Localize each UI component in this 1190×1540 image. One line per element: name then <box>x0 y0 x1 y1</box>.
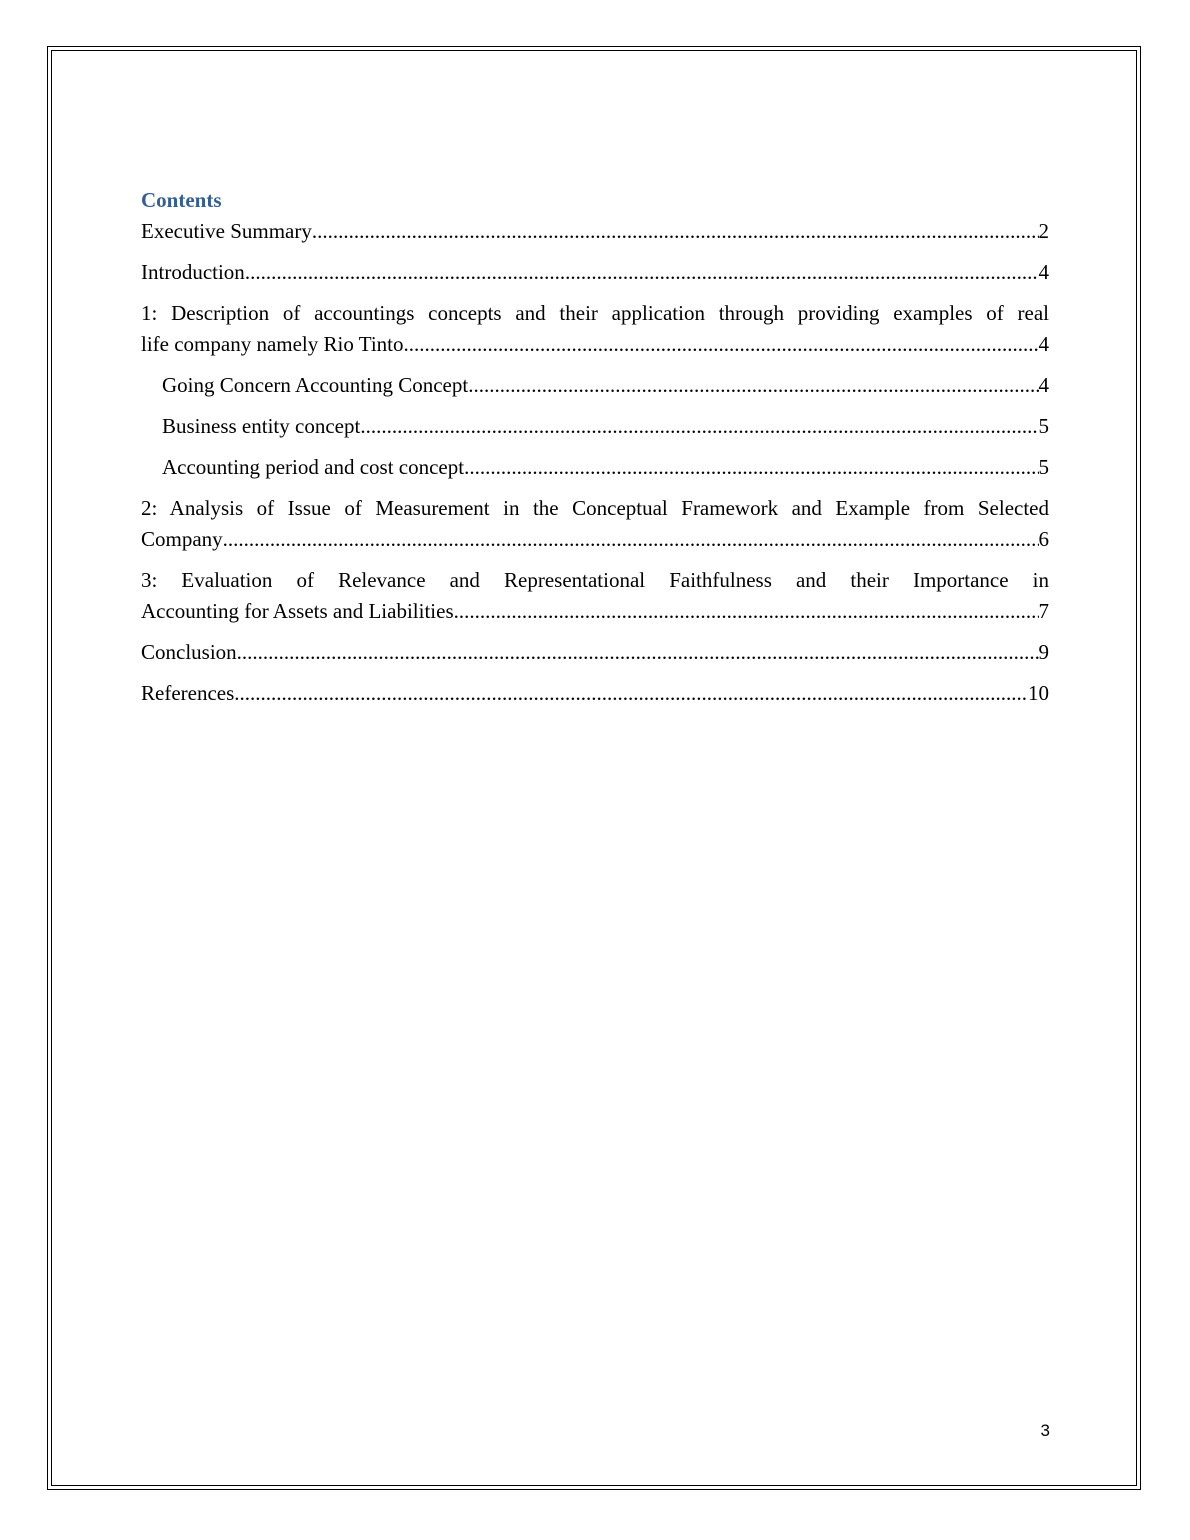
toc-entry-title: Accounting period and cost concept <box>162 455 465 479</box>
toc-entry-title: Introduction <box>141 260 245 284</box>
contents-heading: Contents <box>141 188 222 212</box>
toc-dot-leader <box>223 524 1039 555</box>
toc-dot-leader <box>464 452 1038 483</box>
toc-entry-section-3[interactable] <box>141 565 1049 627</box>
toc-entry-title-line: 3: Evaluation of Relevance and Representational Faithfulness and their Importance in <box>141 568 1049 592</box>
toc-page-number: 10 <box>1028 681 1049 705</box>
toc-dot-leader <box>237 637 1039 668</box>
toc-page-number: 4 <box>1038 373 1049 397</box>
toc-page-number: 7 <box>1038 599 1049 623</box>
toc-entry-executive-summary[interactable] <box>141 216 1049 247</box>
toc-dot-leader <box>360 411 1038 442</box>
toc-entry-section-2[interactable] <box>141 493 1049 555</box>
toc-entry-title: life company namely Rio Tinto <box>141 332 404 356</box>
toc-entry-title: Business entity concept <box>162 414 361 438</box>
toc-entry-title: Accounting for Assets and Liabilities <box>141 599 454 623</box>
toc-entry-going-concern[interactable] <box>141 370 1049 401</box>
toc-entry-title: References <box>141 681 235 705</box>
toc-entry-title: Conclusion <box>141 640 237 664</box>
toc-entry-title: Going Concern Accounting Concept <box>162 373 469 397</box>
toc-dot-leader <box>245 257 1039 288</box>
toc-entry-references[interactable] <box>141 678 1049 709</box>
toc-page-number: 4 <box>1038 332 1049 356</box>
toc-page-number: 2 <box>1038 219 1049 243</box>
table-of-contents <box>141 216 1049 719</box>
toc-entry-section-1[interactable] <box>141 298 1049 360</box>
toc-entry-title-line: 2: Analysis of Issue of Measurement in the Conceptual Framework and Example from Selected <box>141 496 1049 520</box>
toc-dot-leader <box>234 678 1028 709</box>
toc-entry-business-entity[interactable] <box>141 411 1049 442</box>
toc-page-number: 5 <box>1038 455 1049 479</box>
toc-entry-title: Company <box>141 527 223 551</box>
toc-entry-accounting-period[interactable] <box>141 452 1049 483</box>
toc-entry-conclusion[interactable] <box>141 637 1049 668</box>
toc-entry-introduction[interactable] <box>141 257 1049 288</box>
toc-entry-title: Executive Summary <box>141 219 312 243</box>
toc-dot-leader <box>312 216 1039 247</box>
toc-page-number: 5 <box>1038 414 1049 438</box>
toc-dot-leader <box>404 329 1039 360</box>
page-number: 3 <box>1040 1421 1050 1440</box>
toc-page-number: 4 <box>1038 260 1049 284</box>
toc-page-number: 9 <box>1038 640 1049 664</box>
toc-dot-leader <box>468 370 1038 401</box>
toc-dot-leader <box>454 596 1039 627</box>
toc-page-number: 6 <box>1038 527 1049 551</box>
toc-entry-title-line: 1: Description of accountings concepts and their application through providing examples of real <box>141 301 1049 325</box>
